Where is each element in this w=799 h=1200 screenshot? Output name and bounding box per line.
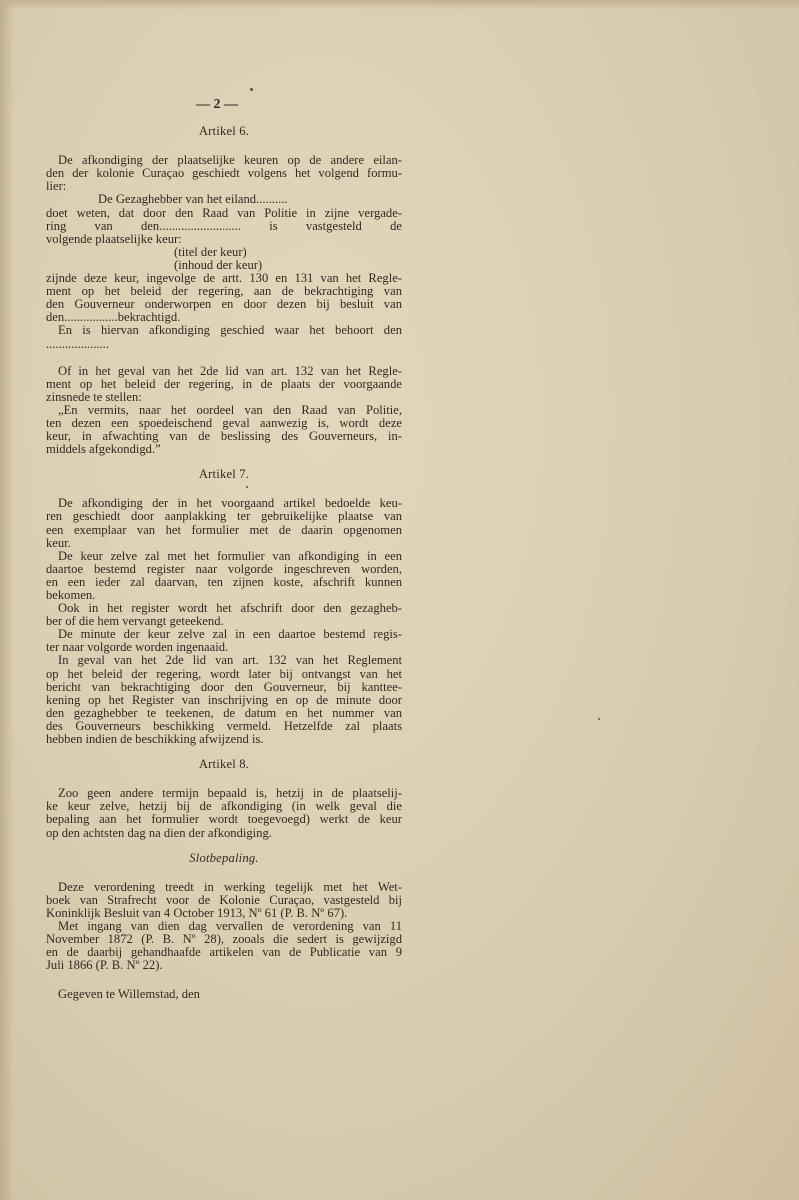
text-line: keur, in afwachting van de beslissing des Gouverneurs, in-: [46, 429, 402, 444]
form-closing: [46, 324, 402, 350]
text-line: daartoe bestemd register naar volgorde ingeschreven worden,: [46, 561, 402, 576]
ink-speck: [250, 88, 253, 91]
text-line: en een ieder zal daarvan, ten zijnen koste, afschrift kunnen: [46, 574, 402, 589]
artikel-6-heading: Artikel 6.: [198, 124, 250, 139]
ink-speck: [598, 718, 600, 720]
text-line: den.................bekrachtigd.: [46, 310, 181, 325]
text-line: zijnde deze keur, ingevolge de artt. 130 en 131 van het Regle-: [46, 271, 402, 286]
text-line: des Gouverneurs beschikking vermeld. Hetzelfde zal plaats: [46, 718, 402, 733]
artikel-8-para: [46, 787, 402, 839]
form-titel: (titel der keur): [174, 244, 247, 259]
text-line: lier:: [46, 179, 67, 194]
page-edge-shadow-top: [0, 0, 799, 10]
text-line: keur.: [46, 535, 71, 550]
spacer: [46, 351, 402, 365]
slotbepaling-para-1: [46, 881, 402, 920]
page-edge-shadow: [0, 0, 14, 1200]
text-line: bericht van bekrachtiging door den Gouverneur, bij kanttee-: [46, 679, 402, 694]
signoff-line: Gegeven te Willemstad, den: [58, 987, 200, 1002]
text-line: doet weten, dat door den Raad van Politie in zijne vergade-: [46, 205, 402, 220]
artikel-6-alternative: [46, 365, 402, 404]
text-line: De afkondiging der in het voorgaand artikel bedoelde keu-: [58, 496, 402, 511]
text-line: Of in het geval van het 2de lid van art. 132 van het Regle-: [58, 363, 402, 378]
text-line: ten dezen een spoedeischend geval aanwezig is, wordt deze: [46, 415, 402, 430]
form-body-2: [46, 272, 402, 324]
text-line: hebben indien de beschikking afwijzend is.: [46, 732, 264, 747]
text-line: bekomen.: [46, 588, 96, 602]
text-line-dots: ....................: [46, 336, 109, 351]
text-line: ment op het beleid der regering, aan de bekrachtiging van: [46, 284, 402, 299]
text-line: ren geschiedt door aanplakking ter gebruikelijke plaatse van: [46, 509, 402, 524]
slotbepaling-para-2: [46, 920, 402, 972]
text-line: bepaling aan het formulier wordt toegevoegd) werkt de keur: [46, 812, 402, 827]
text-line: volgende plaatselijke keur:: [46, 231, 182, 246]
artikel-6-intro: [46, 154, 402, 193]
text-line: den Gouverneur onderworpen en door dezen bij besluit van: [46, 297, 402, 312]
text-line: En is hiervan afkondiging geschied waar het behoort den: [58, 323, 402, 338]
artikel-7-para-5: [46, 654, 402, 746]
artikel-7-para-3: [46, 602, 402, 628]
form-inhoud: (inhoud der keur): [174, 257, 263, 272]
text-line: ment op het beleid der regering, in de plaats der voorgaande: [46, 376, 402, 391]
text-line: Koninklijk Besluit van 4 October 1913, Nº 61 (P. B. Nº 67).: [46, 905, 348, 920]
text-line: ber of die hem vervangt geteekend.: [46, 614, 224, 629]
text-line: November 1872 (P. B. Nº 28), zooals die sedert is gewijzigd: [46, 932, 402, 947]
text-line: Ook in het register wordt het afschrift door den gezagheb-: [58, 601, 402, 616]
text-line: ring van den.......................... is vastgesteld de: [46, 218, 402, 233]
text-line: Deze verordening treedt in werking tegelijk met het Wet-: [58, 879, 402, 894]
text-line: De afkondiging der plaatselijke keuren op de andere eilan-: [58, 153, 402, 168]
text-line: De keur zelve zal met het formulier van afkondiging in een: [58, 548, 402, 563]
artikel-8-heading: Artikel 8.: [198, 757, 250, 772]
text-line: boek van Strafrecht voor de Kolonie Curaçao, vastgesteld bij: [46, 892, 402, 907]
text-line: ter naar volgorde worden ingenaaid.: [46, 640, 229, 655]
text-line: en de daarbij gehandhaafde artikelen van de Publicatie van 9: [46, 945, 402, 960]
text-line: Juli 1866 (P. B. Nº 22).: [46, 958, 163, 973]
text-line: Met ingang van dien dag vervallen de verordening van 11: [58, 918, 402, 933]
text-line: op het beleid der regering, wordt later bij ontvangst van het: [46, 666, 402, 681]
text-line: kening op het Register van inschrijving en op de minute door: [46, 692, 402, 707]
text-line: De minute der keur zelve zal in een daartoe bestemd regis-: [58, 627, 402, 642]
slotbepaling-heading: Slotbepaling.: [189, 850, 259, 865]
artikel-6-quote: [46, 404, 402, 456]
text-line: middels afgekondigd.”: [46, 442, 161, 457]
artikel-7-para-1: [46, 497, 402, 549]
artikel-7-para-4: [46, 628, 402, 654]
text-line: „En vermits, naar het oordeel van den Raad van Politie,: [58, 402, 402, 417]
form-body-1: [46, 207, 402, 246]
text-line: den gezaghebber te teekenen, de datum en het nummer van: [46, 705, 402, 720]
text-line: ke keur zelve, hetzij bij de afkondiging (in welk geval die: [46, 799, 402, 814]
text-line: In geval van het 2de lid van art. 132 van het Reglement: [58, 653, 402, 668]
text-line: een exemplaar van het formulier met de daarin opgenomen: [46, 522, 402, 537]
artikel-7-heading: Artikel 7.: [198, 467, 250, 482]
text-line: op den achtsten dag na dien der afkondiging.: [46, 825, 272, 840]
page-number: — 2 —: [196, 97, 238, 112]
text-line: zinsnede te stellen:: [46, 389, 142, 404]
text-column: [46, 98, 402, 1001]
text-line: Zoo geen andere termijn bepaald is, hetzij in de plaatselij-: [58, 786, 402, 801]
form-gezaghebber-line: De Gezaghebber van het eiland..........: [98, 192, 288, 207]
artikel-7-para-2: [46, 550, 402, 602]
text-line: den der kolonie Curaçao geschiedt volgens het volgend formu-: [46, 166, 402, 181]
